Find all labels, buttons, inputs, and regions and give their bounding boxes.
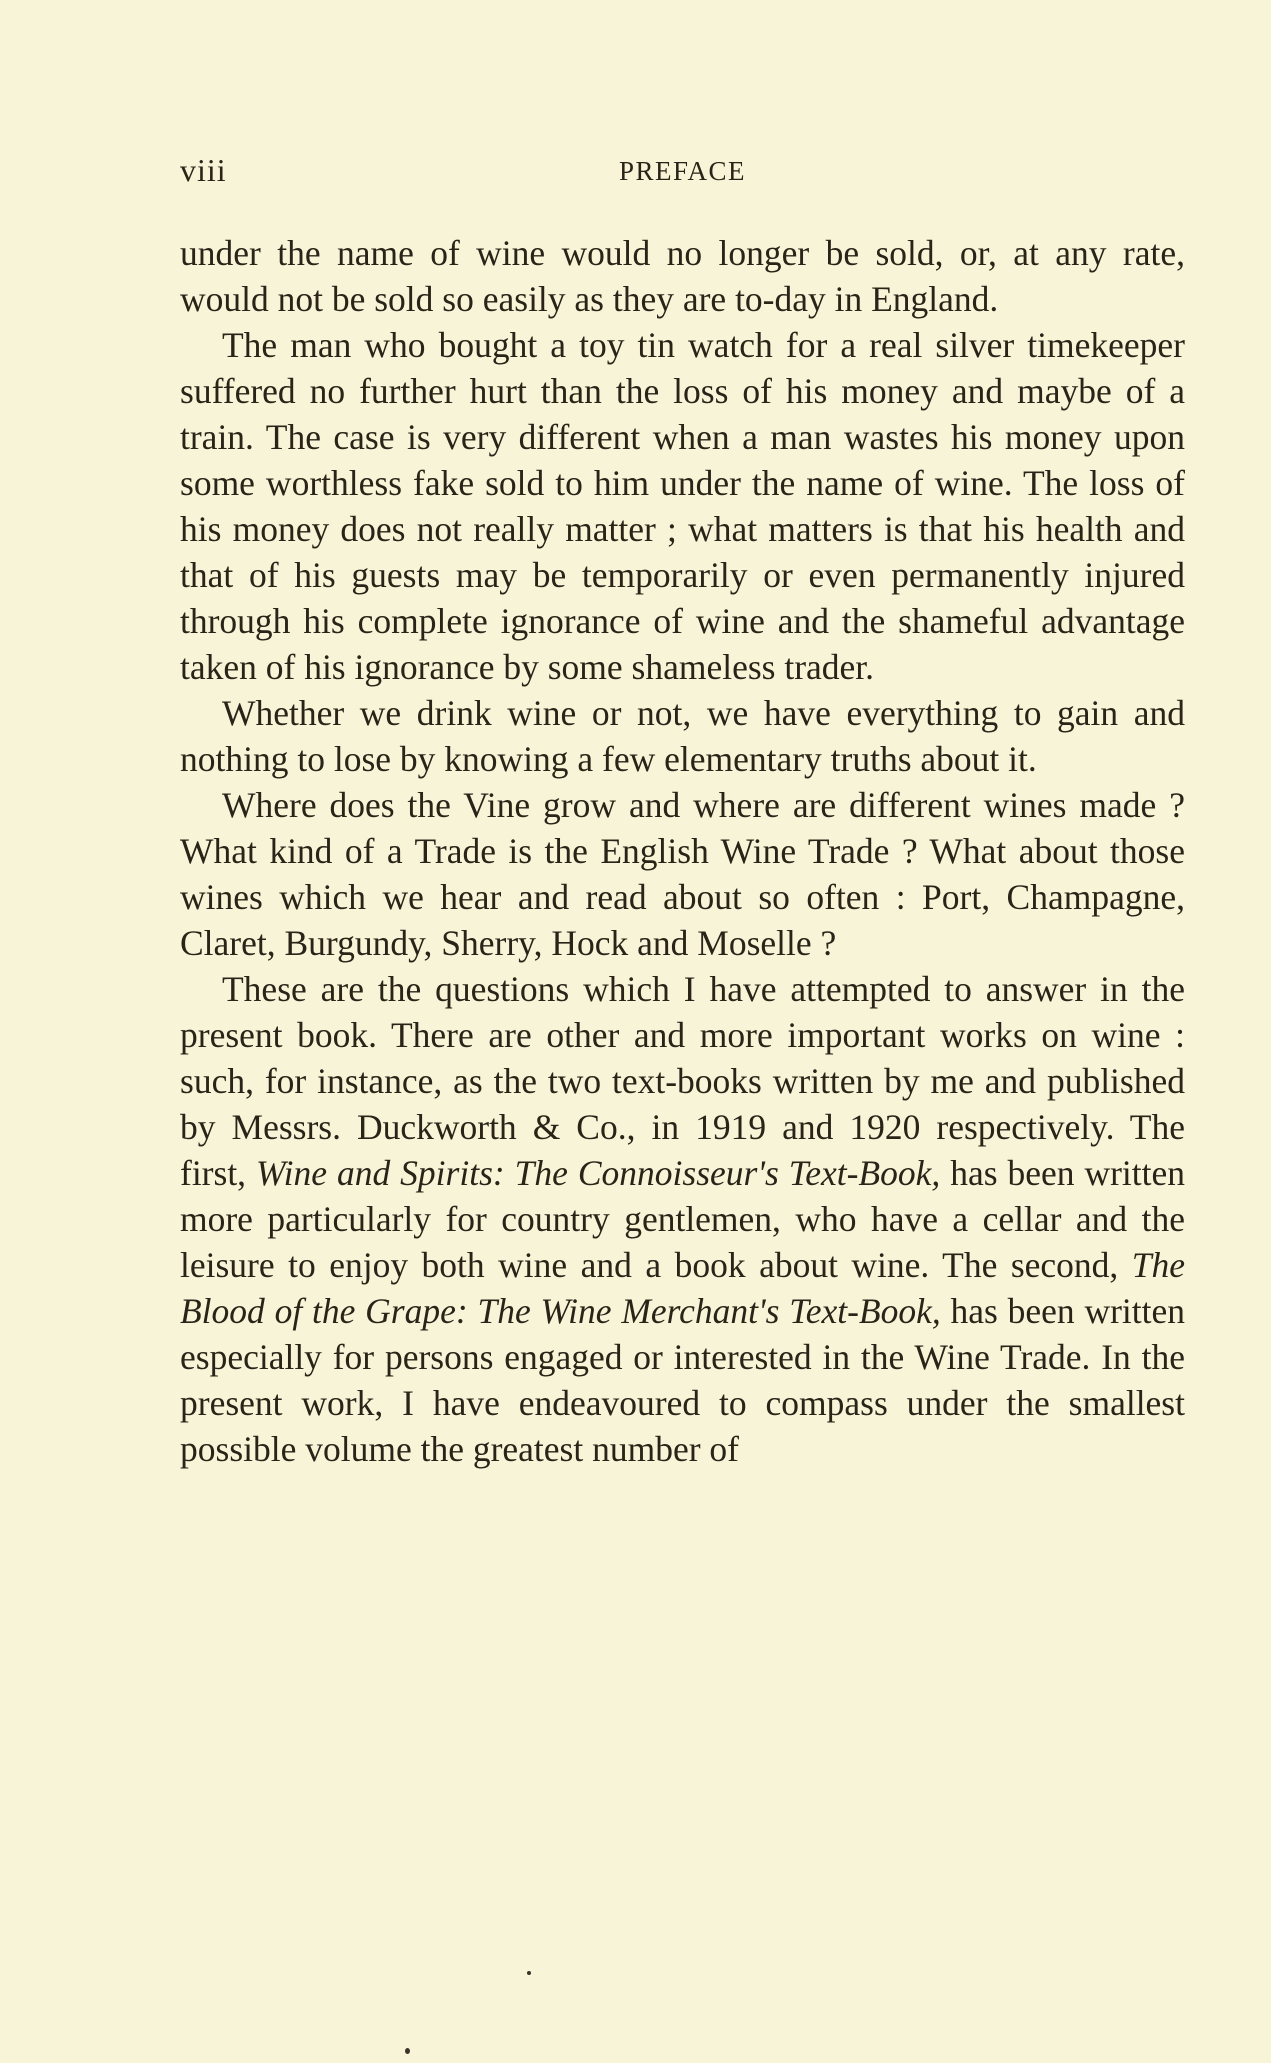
book-title-wine-and-spirits: Wine and Spirits: The Connoisseur's Text-Book, bbox=[256, 1153, 941, 1193]
paragraph-text: These are the questions which I have attempted to answer in the present book. There are other and more important works on wine : such, for instance, as the two text-books written by me and published by Messrs. Duckworth & Co., in 1919 and 1920 respectively. The first, bbox=[180, 969, 1185, 1193]
paragraph-continued: under the name of wine would no longer be sold, or, at any rate, would not be sold so easily as they are to-day in England. bbox=[180, 233, 1185, 319]
paper-speck bbox=[405, 2048, 410, 2054]
book-title-blood-of-the-grape: The Blood of the Grape: The Wine Merchant's Text-Book, bbox=[180, 1245, 1185, 1331]
paragraph-text: has been written more particularly for country gentlemen, who have a cellar and the leisure to enjoy both wine and a book about wine. The second, bbox=[180, 1153, 1186, 1285]
paper-speck bbox=[527, 1971, 531, 1975]
page-header bbox=[180, 152, 1185, 192]
page-number: viii bbox=[180, 152, 227, 188]
running-title: PREFACE bbox=[618, 156, 747, 186]
paragraph: Where does the Vine grow and where are different wines made ? What kind of a Trade is the English Wine Trade ? What about those wines which we hear and read about so often : Port, Champagne, Claret, Burgundy, Sherry, Hock and Moselle ? bbox=[180, 785, 1185, 963]
paragraph-text: has been written especially for persons engaged or interested in the Wine Trade. In the present work, I have endeavoured to compass under the smallest possible volume the greatest number of bbox=[180, 1291, 1185, 1469]
paragraph bbox=[180, 966, 1185, 1472]
paragraph: Whether we drink wine or not, we have everything to gain and nothing to lose by knowing a few elementary truths about it. bbox=[180, 693, 1185, 779]
body-text bbox=[180, 230, 1185, 1472]
paragraph: The man who bought a toy tin watch for a real silver timekeeper suffered no further hurt than the loss of his money and maybe of a train. The case is very different when a man wastes his money upon some worthless fake sold to him under the name of wine. The loss of his money does not really matter ; what matters is that his health and that of his guests may be temporarily or even permanently injured through his complete ignorance of wine and the shameful advantage taken of his ignorance by some shameless trader. bbox=[180, 325, 1185, 687]
